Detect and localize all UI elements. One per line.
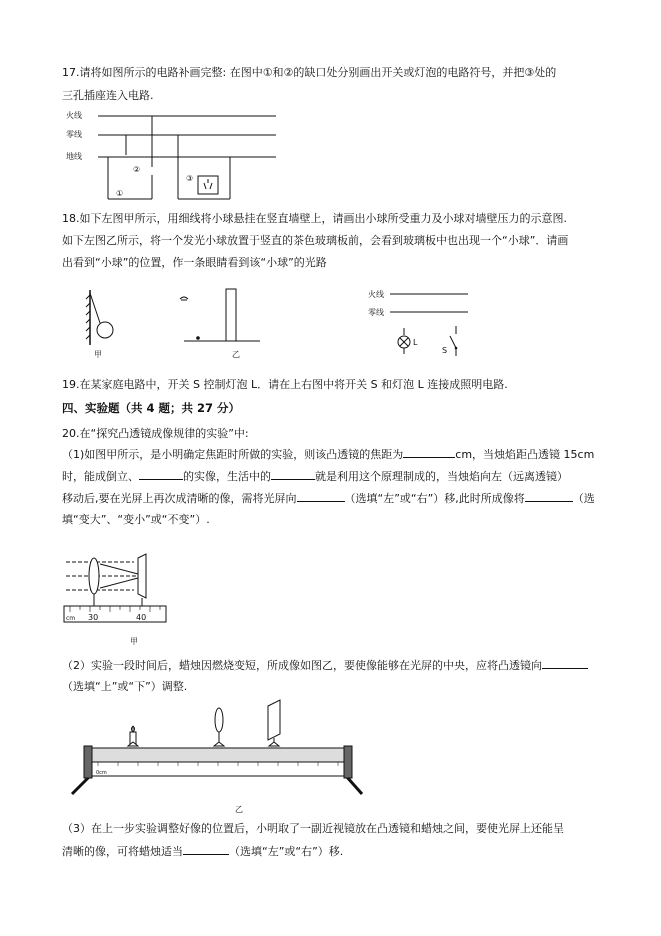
q17-line-2: 三孔插座连入电路.	[62, 89, 154, 102]
q17-neutral-label: 零线	[66, 130, 82, 139]
bench-zero-label: 0cm	[96, 770, 107, 776]
q17-mark-2: ②	[133, 165, 141, 174]
lamp-label: L	[413, 338, 418, 347]
q20-part1-line-3	[62, 491, 595, 506]
q20-p1-text-g: （选填“左”或“右”）移,此时所成像将	[344, 492, 525, 505]
q20-part1-line-1	[62, 447, 594, 462]
ruler-unit-label: cm	[66, 615, 76, 622]
application-blank[interactable]	[271, 469, 315, 480]
q17-circuit-diagram	[0, 105, 661, 205]
q17-ground-label: 地线	[66, 152, 82, 161]
q20-p2-text-a: （2）实验一段时间后，蜡烛因燃烧变短，所成像如图乙，要使像能够在光屏的中央，应将凸透镜向	[62, 659, 542, 672]
q20-p3-text-b: 清晰的像，可将蜡烛适当	[62, 845, 183, 858]
q20-jia-caption: 甲	[130, 637, 138, 646]
q20-p1-text-h: （选	[572, 492, 595, 505]
ruler-40-label: 40	[136, 613, 147, 622]
q20-part1-line-2	[62, 469, 568, 484]
q19-live-label: 火线	[368, 290, 384, 299]
q18-jia-caption: 甲	[94, 350, 102, 359]
q20-part2-line-2: （选填“上”或“下”）调整.	[62, 680, 188, 693]
q19-text: 19.在某家庭电路中，开关 S 控制灯泡 L．请在上右图中将开关 S 和灯泡 L 连接成照明电路.	[62, 378, 508, 391]
focal-length-blank[interactable]	[403, 447, 455, 458]
q20-part3-line-2	[62, 844, 343, 859]
q18-line-1: 18.如下左图甲所示，用细线将小球悬挂在竖直墙壁上，请画出小球所受重力及小球对墙壁压力的示意图.	[62, 212, 567, 225]
q17-mark-1: ①	[116, 189, 124, 198]
section-4-heading: 四、实验题（共 4 题；共 27 分）	[62, 401, 241, 415]
q20-part1-line-4: 填“变大”、“变小”或“不变”）.	[62, 513, 210, 526]
q20-p1-text-d: 的实像，生活中的	[183, 470, 271, 483]
q18-figure-jia	[80, 285, 140, 365]
q20-p1-text-e: 就是利用这个原理制成的，当烛焰向左（远离透镜）	[315, 470, 568, 483]
q19-neutral-label: 零线	[368, 308, 384, 317]
screen-direction-blank[interactable]	[297, 491, 345, 502]
q20-p1-text-a: （1)如图甲所示，是小明确定焦距时所做的实验，则该凸透镜的焦距为	[62, 448, 404, 461]
q18-figure-yi	[170, 285, 260, 365]
image-size-blank[interactable]	[525, 491, 573, 502]
q20-part3-line-1: （3）在上一步实验调整好像的位置后，小明取了一副近视镜放在凸透镜和蜡烛之间，要使光屏上还能呈	[62, 822, 564, 835]
q18-yi-caption: 乙	[232, 350, 240, 359]
q17-live-label: 火线	[66, 111, 82, 120]
candle-direction-blank[interactable]	[183, 844, 229, 855]
q18-line-3: 出看到“小球”的位置，作一条眼睛看到该“小球”的光路	[62, 256, 327, 269]
q20-p3-text-c: （选填“左”或“右”）移.	[229, 845, 344, 858]
lens-direction-blank[interactable]	[542, 658, 588, 669]
q20-p1-text-c: 时，能成倒立、	[62, 470, 139, 483]
q20-intro: 20.在“探究凸透镜成像规律的实验”中:	[62, 427, 249, 440]
q17-mark-3: ③	[186, 174, 194, 183]
q18-line-2: 如下左图乙所示，将一个发光小球放置于竖直的茶色玻璃板前，会看到玻璃板中也出现一个“小球”．请画	[62, 234, 569, 247]
q17-line-1: 17.请将如图所示的电路补画完整: 在图中①和②的缺口处分别画出开关或灯泡的电路符号，并把③处的	[62, 66, 557, 79]
q20-figure-yi-optical-bench	[68, 700, 368, 820]
image-type-blank[interactable]	[139, 469, 183, 480]
q20-part2-line-1	[62, 658, 588, 673]
q19-circuit-diagram	[366, 284, 506, 364]
q20-yi-caption: 乙	[235, 805, 243, 814]
switch-label: S	[442, 346, 448, 355]
q20-figure-jia-focal-setup	[60, 550, 170, 650]
q20-p1-text-b: cm，当烛焰距凸透镜 15cm	[455, 448, 595, 461]
ruler-30-label: 30	[88, 613, 99, 622]
q20-p1-text-f: 移动后,要在光屏上再次成清晰的像，需将光屏向	[62, 492, 297, 505]
